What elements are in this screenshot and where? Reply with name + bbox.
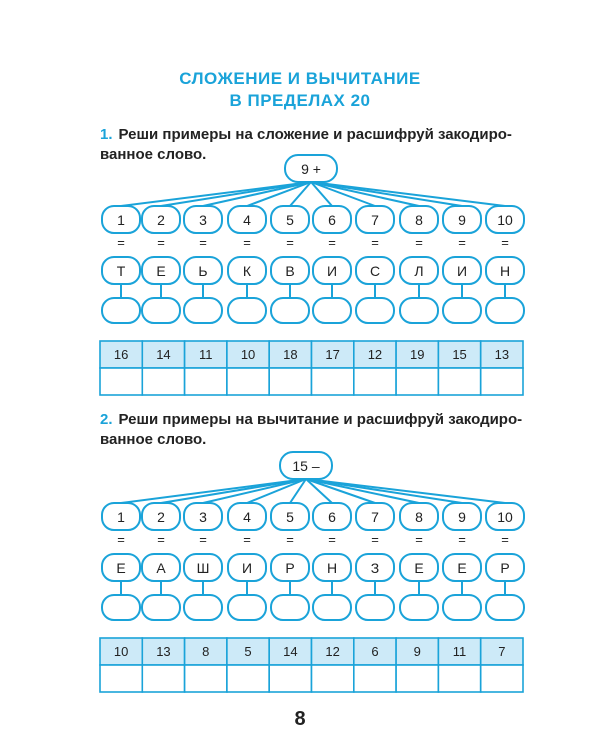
task-1-letter-label: И bbox=[456, 263, 468, 279]
task-1-letter-label: И bbox=[326, 263, 338, 279]
task-1-equals-sign: = bbox=[501, 235, 509, 250]
task-2-answer-bubble bbox=[443, 595, 481, 620]
task-1-letter-label: В bbox=[285, 263, 295, 279]
task-1-operand-label: 10 bbox=[497, 212, 513, 228]
task-1-table-blank-cell bbox=[481, 368, 523, 395]
task-2-letter-label: А bbox=[156, 560, 166, 576]
task-2-text-line-2: ванное слово. bbox=[100, 431, 207, 448]
task-1-answer-bubble bbox=[356, 298, 394, 323]
task-2-code-table bbox=[100, 638, 523, 692]
task-1-table-value: 15 bbox=[452, 347, 467, 362]
task-2-table-blank-cell bbox=[396, 665, 438, 692]
task-2-equals-sign: = bbox=[243, 532, 251, 547]
task-1-operand-label: 8 bbox=[415, 212, 423, 228]
task-2-answer-bubble bbox=[400, 595, 438, 620]
task-2-operand-label: 9 bbox=[458, 509, 466, 525]
task-1-table-value: 14 bbox=[156, 347, 171, 362]
task-1-operand-label: 5 bbox=[286, 212, 294, 228]
task-1-equals-sign: = bbox=[157, 235, 165, 250]
task-2-operand-label: 10 bbox=[497, 509, 513, 525]
task-1-equals-sign: = bbox=[286, 235, 294, 250]
task-1-table-blank-cell bbox=[185, 368, 227, 395]
task-2-operand-label: 6 bbox=[328, 509, 336, 525]
task-2-operand-label: 3 bbox=[199, 509, 207, 525]
task-1-table-blank-cell bbox=[354, 368, 396, 395]
task-1-operand-label: 4 bbox=[243, 212, 251, 228]
task-2-letter-label: Е bbox=[457, 560, 467, 576]
task-2-operand-label: 7 bbox=[371, 509, 379, 525]
task-2-equals-sign: = bbox=[415, 532, 423, 547]
task-2-table-blank-cell bbox=[354, 665, 396, 692]
task-2-answer-bubble bbox=[102, 595, 140, 620]
task-1-equals-sign: = bbox=[243, 235, 251, 250]
task-2-table-blank-cell bbox=[185, 665, 227, 692]
task-1-answer-bubble bbox=[313, 298, 351, 323]
task-1-table-blank-cell bbox=[396, 368, 438, 395]
task-2-number: 2. bbox=[100, 411, 113, 428]
task-2-answer-bubble bbox=[313, 595, 351, 620]
task-1-answer-bubble bbox=[142, 298, 180, 323]
task-2-table-blank-cell bbox=[100, 665, 142, 692]
task-1-answer-bubble bbox=[228, 298, 266, 323]
task-1-table-value: 11 bbox=[199, 347, 213, 362]
task-1-operand-label: 2 bbox=[157, 212, 165, 228]
task-1-table-value: 10 bbox=[240, 347, 256, 362]
task-1-equals-sign: = bbox=[117, 235, 125, 250]
task-1-table-value: 13 bbox=[494, 347, 510, 362]
task-2-table-value: 9 bbox=[413, 644, 421, 659]
task-1-answer-bubble bbox=[400, 298, 438, 323]
task-1-equals-sign: = bbox=[458, 235, 466, 250]
task-1-operand-label: 3 bbox=[199, 212, 207, 228]
task-2-table-value: 6 bbox=[371, 644, 379, 659]
task-1-equals-sign: = bbox=[199, 235, 207, 250]
task-2-equals-sign: = bbox=[501, 532, 509, 547]
task-2-answer-bubble bbox=[184, 595, 222, 620]
task-2-answer-bubble bbox=[228, 595, 266, 620]
task-2-answer-bubble bbox=[486, 595, 524, 620]
task-2-operand-label: 4 bbox=[243, 509, 251, 525]
page-number: 8 bbox=[294, 708, 306, 730]
task-2-table-value: 10 bbox=[113, 644, 129, 659]
task-1-answer-bubble bbox=[184, 298, 222, 323]
task-1-table-value: 18 bbox=[283, 347, 298, 362]
task-2-table-value: 12 bbox=[325, 644, 340, 659]
task-1-diagram bbox=[100, 155, 524, 395]
task-2-letter-label: И bbox=[241, 560, 253, 576]
task-2-table-value: 5 bbox=[244, 644, 252, 659]
task-1-equals-sign: = bbox=[371, 235, 379, 250]
task-2-letter-label: Р bbox=[500, 560, 510, 576]
task-1-letter-label: Т bbox=[116, 263, 126, 279]
task-2-answer-bubble bbox=[356, 595, 394, 620]
task-2-root-label: 15 – bbox=[292, 458, 320, 474]
task-1-letter-label: Ь bbox=[198, 263, 208, 279]
task-1-answer-bubble bbox=[271, 298, 309, 323]
task-2-table-blank-cell bbox=[227, 665, 269, 692]
task-1-operand-label: 9 bbox=[458, 212, 466, 228]
task-2-letter-label: Е bbox=[116, 560, 126, 576]
task-2-equals-sign: = bbox=[458, 532, 466, 547]
task-1-root-label: 9 + bbox=[301, 161, 321, 177]
task-1-text-line-1: Реши примеры на сложение и расшифруй закодиро- bbox=[118, 126, 512, 143]
task-2-table-blank-cell bbox=[269, 665, 311, 692]
task-2-table-value: 8 bbox=[202, 644, 210, 659]
task-2-equals-sign: = bbox=[199, 532, 207, 547]
task-2-table-value: 13 bbox=[156, 644, 171, 659]
task-1-table-blank-cell bbox=[142, 368, 184, 395]
task-2-operand-label: 1 bbox=[117, 509, 125, 525]
task-2-answer-bubble bbox=[271, 595, 309, 620]
task-2-table-value: 14 bbox=[283, 644, 298, 659]
task-1-table-value: 12 bbox=[367, 347, 383, 362]
task-1-number: 1. bbox=[100, 126, 113, 143]
task-2-table-value: 7 bbox=[498, 644, 506, 659]
task-1-text-line-2: ванное слово. bbox=[100, 146, 207, 163]
task-2-table-blank-cell bbox=[312, 665, 354, 692]
task-1-operand-label: 1 bbox=[117, 212, 125, 228]
task-2-letter-label: Е bbox=[414, 560, 424, 576]
task-2-table-value: 11 bbox=[452, 644, 467, 659]
task-2-equals-sign: = bbox=[371, 532, 379, 547]
task-1-connector-2 bbox=[161, 182, 311, 206]
task-1-equals-sign: = bbox=[415, 235, 423, 250]
title-line-2: В ПРЕДЕЛАХ 20 bbox=[229, 91, 371, 110]
task-1-table-value: 16 bbox=[113, 347, 129, 362]
task-2-diagram bbox=[100, 452, 524, 692]
task-1-table-blank-cell bbox=[269, 368, 311, 395]
task-1-letter-label: Е bbox=[156, 263, 166, 279]
task-2-letter-label: З bbox=[370, 560, 380, 576]
task-1-letter-label: Н bbox=[499, 263, 511, 279]
title-line-1: СЛОЖЕНИЕ И ВЫЧИТАНИЕ bbox=[179, 69, 421, 88]
task-1-answer-bubble bbox=[443, 298, 481, 323]
task-1-letter-label: К bbox=[242, 263, 252, 279]
task-2-equals-sign: = bbox=[328, 532, 336, 547]
task-2-operand-label: 8 bbox=[415, 509, 423, 525]
task-2-table-blank-cell bbox=[438, 665, 480, 692]
task-2-text-line-1: Реши примеры на вычитание и расшифруй закодиро- bbox=[118, 411, 523, 428]
task-2-table-blank-cell bbox=[142, 665, 184, 692]
task-1-equals-sign: = bbox=[328, 235, 336, 250]
task-1-connector-10 bbox=[311, 182, 505, 206]
task-2-table-blank-cell bbox=[481, 665, 523, 692]
task-2-operand-label: 2 bbox=[157, 509, 165, 525]
task-1-answer-bubble bbox=[486, 298, 524, 323]
task-1-table-blank-cell bbox=[438, 368, 480, 395]
task-2-letter-label: Н bbox=[326, 560, 338, 576]
task-2-equals-sign: = bbox=[286, 532, 294, 547]
task-1-code-table bbox=[100, 341, 523, 395]
task-1-table-value: 19 bbox=[410, 347, 425, 362]
task-1-operand-label: 6 bbox=[328, 212, 336, 228]
task-2-letter-label: Р bbox=[285, 560, 295, 576]
task-1-operand-label: 7 bbox=[371, 212, 379, 228]
task-1-table-value: 17 bbox=[325, 347, 340, 362]
task-1-table-blank-cell bbox=[227, 368, 269, 395]
task-2-connector-2 bbox=[161, 479, 306, 503]
task-2-letter-label: Ш bbox=[196, 560, 210, 576]
task-2-answer-bubble bbox=[142, 595, 180, 620]
task-1-table-blank-cell bbox=[100, 368, 142, 395]
task-2-equals-sign: = bbox=[157, 532, 165, 547]
task-2-operand-label: 5 bbox=[286, 509, 294, 525]
task-1-letter-label: С bbox=[369, 263, 381, 279]
task-1-table-blank-cell bbox=[312, 368, 354, 395]
task-1-letter-label: Л bbox=[414, 263, 424, 279]
task-2-equals-sign: = bbox=[117, 532, 125, 547]
task-1-answer-bubble bbox=[102, 298, 140, 323]
